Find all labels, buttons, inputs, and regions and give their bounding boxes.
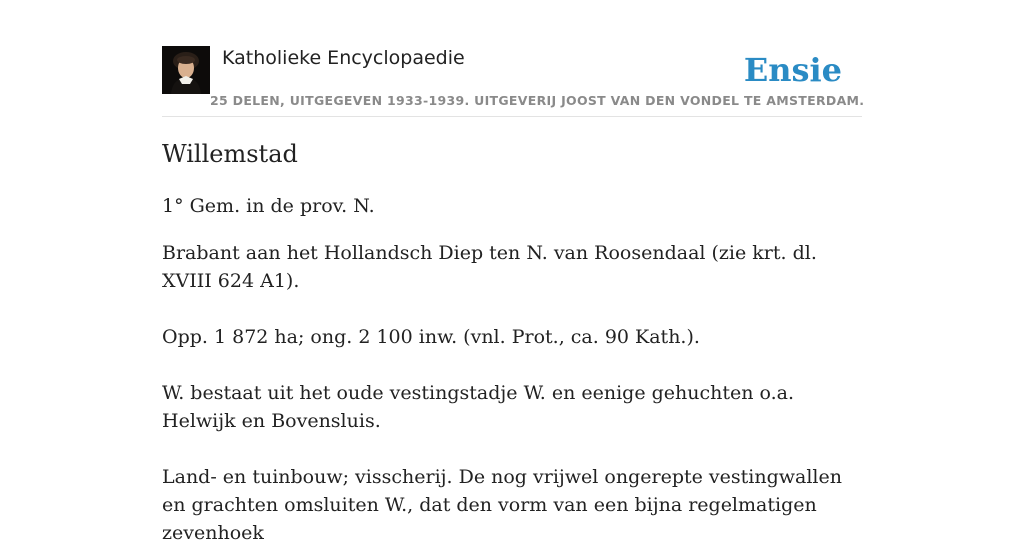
source-title[interactable]: Katholieke Encyclopaedie [222, 47, 465, 69]
article-paragraph: Brabant aan het Hollandsch Diep ten N. van Roosendaal (zie krt. dl. XVIII 624 A1). [162, 242, 817, 292]
portrait-avatar[interactable] [162, 46, 210, 94]
portrait-icon [162, 46, 210, 94]
article [162, 137, 852, 547]
ensie-logo-link[interactable]: Ensie [743, 51, 842, 89]
source-subtitle: 25 DELEN, UITGEGEVEN 1933-1939. UITGEVERIJ JOOST VAN DEN VONDEL TE AMSTERDAM. [210, 93, 865, 108]
article-paragraph: Opp. 1 872 ha; ong. 2 100 inw. (vnl. Prot., ca. 90 Kath.). [162, 326, 700, 348]
source-header [162, 40, 865, 117]
article-paragraph: Land- en tuinbouw; visscherij. De nog vrijwel ongerepte vestingwallen en grachten omsluiten W., dat den vorm van een bijna regelmatigen zevenhoek [162, 466, 842, 544]
article-paragraph: W. bestaat uit het oude vestingstadje W. en eenige gehuchten o.a. Helwijk en Bovensluis. [162, 382, 795, 432]
article-title: Willemstad [162, 140, 298, 168]
article-paragraph: 1° Gem. in de prov. N. [162, 195, 375, 217]
